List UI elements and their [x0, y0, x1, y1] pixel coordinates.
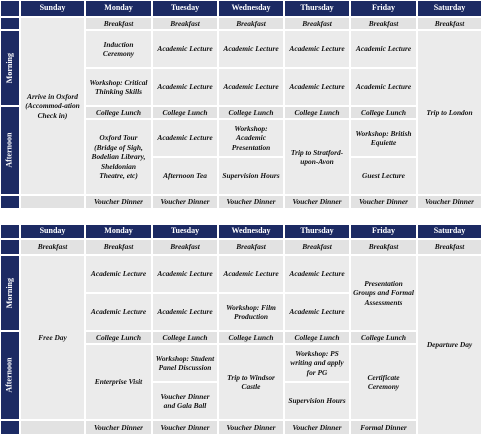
w2-row-label-breakfast: [0, 239, 20, 255]
w2-fri-presentation: Presentation Groups and Formal Assessments: [350, 255, 417, 331]
w2-afternoon-label: Afternoon: [0, 331, 20, 420]
w2-header-tuesday: Tuesday: [152, 224, 218, 239]
w2-mon-breakfast: Breakfast: [85, 239, 152, 255]
w2-mon-enterprise: Enterprise Visit: [85, 344, 152, 420]
w1-fri-lecture-1: Academic Lecture: [350, 30, 417, 68]
header-corner: [0, 0, 20, 17]
w1-tue-breakfast: Breakfast: [152, 17, 218, 30]
w1-tue-dinner: Voucher Dinner: [152, 195, 218, 209]
w1-wed-dinner: Voucher Dinner: [218, 195, 284, 209]
w1-thu-lunch: College Lunch: [284, 106, 350, 119]
w1-afternoon-label: Afternoon: [0, 106, 20, 195]
w1-mon-tour: Oxford Tour (Bridge of Sigh, Bodelian Library, Sheldonian Theatre, etc): [85, 119, 152, 195]
w2-header-corner: [0, 224, 20, 239]
w1-fri-lecture-2: Academic Lecture: [350, 68, 417, 106]
w1-thu-lecture-1: Academic Lecture: [284, 30, 350, 68]
w2-row-label-dinner: [0, 420, 20, 435]
w1-tue-lecture-3: Academic Lecture: [152, 119, 218, 157]
header-sunday: Sunday: [20, 0, 85, 17]
w1-sat-breakfast: Breakfast: [417, 17, 482, 30]
header-wednesday: Wednesday: [218, 0, 284, 17]
w2-header-thursday: Thursday: [284, 224, 350, 239]
w1-wed-lecture-1: Academic Lecture: [218, 30, 284, 68]
header-saturday: Saturday: [417, 0, 482, 17]
w2-sun-dinner: [20, 420, 85, 435]
w2-sat-breakfast: Breakfast: [417, 239, 482, 255]
w1-wed-workshop: Workshop: Academic Presentation: [218, 119, 284, 157]
w2-header-friday: Friday: [350, 224, 417, 239]
w2-wed-lecture-1: Academic Lecture: [218, 255, 284, 293]
w2-wed-breakfast: Breakfast: [218, 239, 284, 255]
w1-mon-breakfast: Breakfast: [85, 17, 152, 30]
w1-tue-lunch: College Lunch: [152, 106, 218, 119]
w1-tue-tea: Afternoon Tea: [152, 157, 218, 195]
w1-mon-lunch: College Lunch: [85, 106, 152, 119]
header-monday: Monday: [85, 0, 152, 17]
w1-fri-dinner: Voucher Dinner: [350, 195, 417, 209]
w2-sat-departure: Departure Day: [417, 255, 482, 435]
w1-sat-trip: Trip to London: [417, 30, 482, 195]
w2-fri-dinner: Formal Dinner: [350, 420, 417, 435]
w2-mon-lunch: College Lunch: [85, 331, 152, 344]
w1-mon-dinner: Voucher Dinner: [85, 195, 152, 209]
w2-thu-lecture-1: Academic Lecture: [284, 255, 350, 293]
w2-thu-lunch: College Lunch: [284, 331, 350, 344]
w1-mon-induction: Induction Ceremony: [85, 30, 152, 68]
w1-wed-lunch: College Lunch: [218, 106, 284, 119]
w2-wed-dinner: Voucher Dinner: [218, 420, 284, 435]
header-friday: Friday: [350, 0, 417, 17]
header-tuesday: Tuesday: [152, 0, 218, 17]
w1-thu-lecture-2: Academic Lecture: [284, 68, 350, 106]
w2-thu-dinner: Voucher Dinner: [284, 420, 350, 435]
w1-thu-breakfast: Breakfast: [284, 17, 350, 30]
w1-fri-lunch: College Lunch: [350, 106, 417, 119]
w2-wed-trip: Trip to Windsor Castle: [218, 344, 284, 420]
w2-fri-breakfast: Breakfast: [350, 239, 417, 255]
w2-mon-lecture-2: Academic Lecture: [85, 293, 152, 331]
w1-wed-supervision: Supervision Hours: [218, 157, 284, 195]
w2-thu-ps: Workshop: PS writing and apply for PG: [284, 344, 350, 382]
w1-sun-dinner: [20, 195, 85, 209]
w2-sun-breakfast: Breakfast: [20, 239, 85, 255]
w1-sat-dinner: Voucher Dinner: [417, 195, 482, 209]
w1-wed-breakfast: Breakfast: [218, 17, 284, 30]
w1-thu-trip: Trip to Stratford-upon-Avon: [284, 119, 350, 195]
row-label-breakfast: [0, 17, 20, 30]
w1-thu-dinner: Voucher Dinner: [284, 195, 350, 209]
w1-tue-lecture-2: Academic Lecture: [152, 68, 218, 106]
w2-mon-dinner: Voucher Dinner: [85, 420, 152, 435]
w2-tue-panel: Workshop: Student Panel Discussion: [152, 344, 218, 382]
header-thursday: Thursday: [284, 0, 350, 17]
w2-header-saturday: Saturday: [417, 224, 482, 239]
w1-fri-guest: Guest Lecture: [350, 157, 417, 195]
row-label-dinner: [0, 195, 20, 209]
w2-mon-lecture-1: Academic Lecture: [85, 255, 152, 293]
w2-tue-lecture-2: Academic Lecture: [152, 293, 218, 331]
w2-thu-breakfast: Breakfast: [284, 239, 350, 255]
w1-sun-arrive: Arrive in Oxford (Accommod-ation Check in): [20, 17, 85, 195]
w1-fri-workshop: Workshop: British Equiette: [350, 119, 417, 157]
w2-sun-free: Free Day: [20, 255, 85, 420]
w2-tue-gala: Voucher Dinner and Gala Ball: [152, 382, 218, 420]
w2-thu-supervision: Supervision Hours: [284, 382, 350, 420]
w2-thu-lecture-2: Academic Lecture: [284, 293, 350, 331]
w2-tue-breakfast: Breakfast: [152, 239, 218, 255]
w1-wed-lecture-2: Academic Lecture: [218, 68, 284, 106]
w2-wed-film: Workshop: Film Production: [218, 293, 284, 331]
w1-fri-breakfast: Breakfast: [350, 17, 417, 30]
w2-header-wednesday: Wednesday: [218, 224, 284, 239]
w2-header-sunday: Sunday: [20, 224, 85, 239]
w1-morning-label: Morning: [0, 30, 20, 106]
w2-wed-lunch: College Lunch: [218, 331, 284, 344]
w1-tue-lecture-1: Academic Lecture: [152, 30, 218, 68]
w2-tue-lecture-1: Academic Lecture: [152, 255, 218, 293]
w2-fri-cert: Certificate Ceremony: [350, 344, 417, 420]
w2-tue-dinner: Voucher Dinner: [152, 420, 218, 435]
w1-mon-workshop: Workshop: Critical Thinking Skills: [85, 68, 152, 106]
w2-header-monday: Monday: [85, 224, 152, 239]
w2-tue-lunch: College Lunch: [152, 331, 218, 344]
w2-morning-label: Morning: [0, 255, 20, 331]
w2-fri-lunch: College Lunch: [350, 331, 417, 344]
